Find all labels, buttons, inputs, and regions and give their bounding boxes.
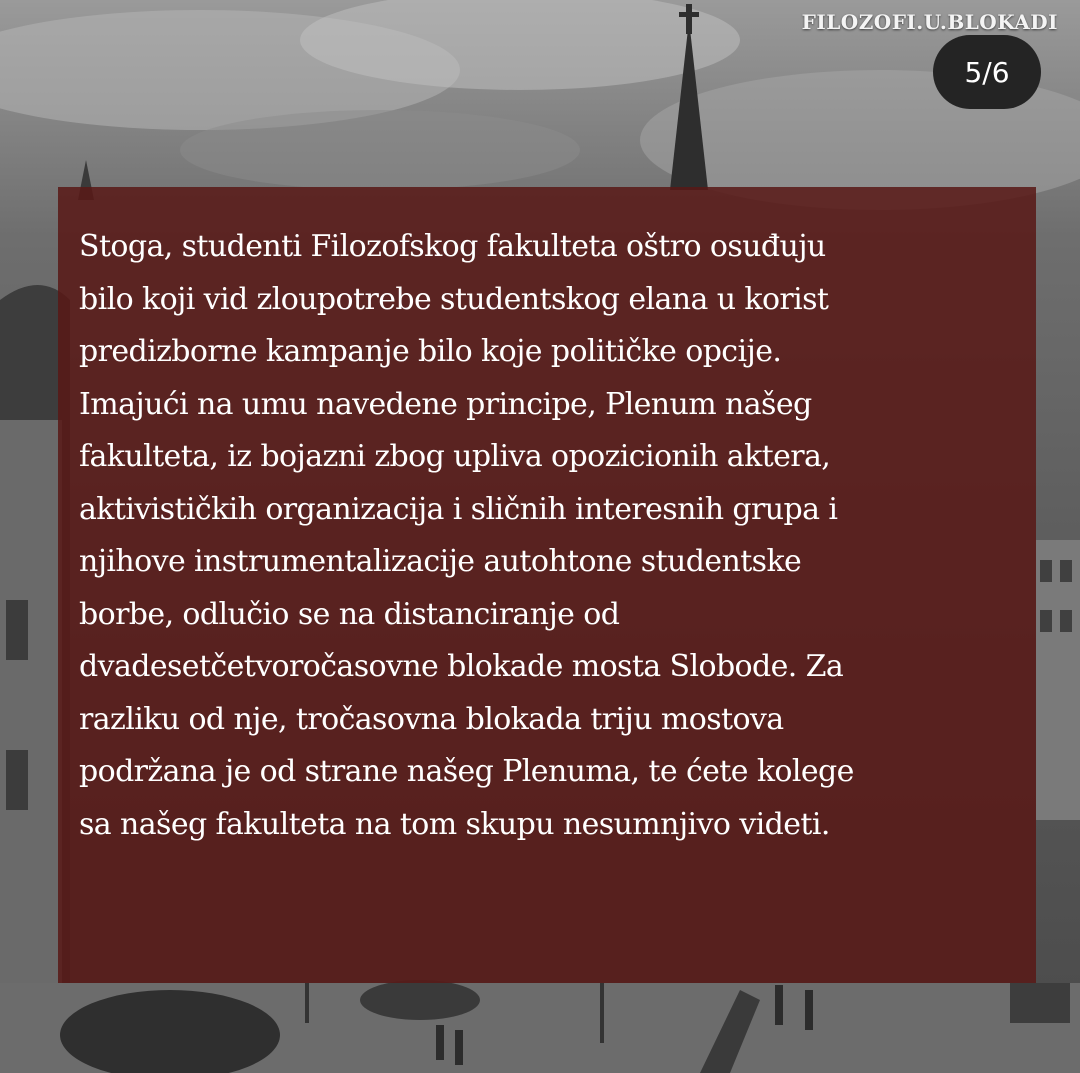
text-line: sa našeg fakulteta na tom skupu nesumnjivo videti. — [79, 806, 830, 842]
slide-counter-badge: 5/6 — [933, 35, 1041, 109]
text-line: njihove instrumentalizacije autohtone studentske — [79, 544, 802, 579]
text-panel — [58, 187, 1036, 983]
text-line: predizborne kampanje bilo koje političke opcije. — [79, 334, 782, 369]
text-line: razliku od nje, tročasovna blokada triju mostova — [79, 701, 784, 737]
text-line: Imajući na umu navedene principe, Plenum našeg — [79, 386, 812, 422]
text-line: borbe, odlučio se na distanciranje od — [79, 596, 620, 632]
text-line: bilo koji vid zloupotrebe studentskog elana u korist — [79, 281, 829, 317]
text-line: Stoga, studenti Filozofskog fakulteta oštro osuđuju — [79, 229, 826, 264]
text-line: podržana je od strane našeg Plenuma, te ćete kolege — [79, 754, 854, 789]
text-line: dvadesetčetvoročasovne blokade mosta Slobode. Za — [79, 649, 844, 684]
account-handle: FILOZOFI.U.BLOKADI — [801, 10, 1058, 34]
text-line: fakulteta, iz bojazni zbog upliva opozicionih aktera, — [79, 439, 831, 474]
text-line: aktivističkih organizacija i sličnih interesnih grupa i — [79, 491, 838, 527]
